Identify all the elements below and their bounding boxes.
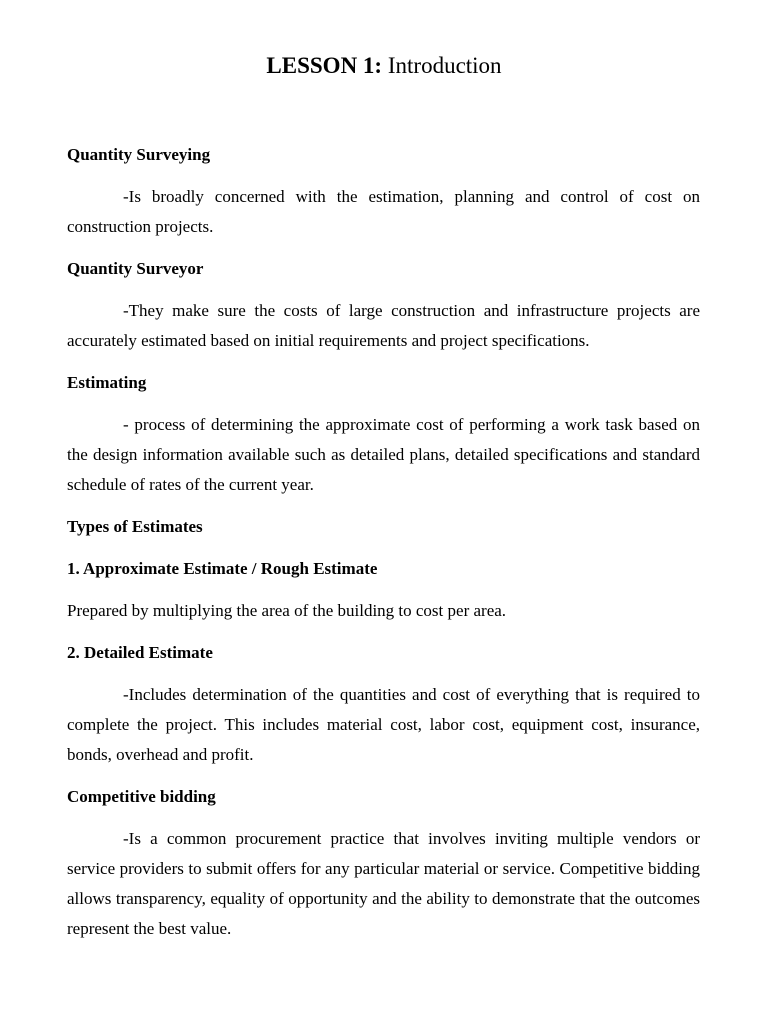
paragraph-detailed-estimate: -Includes determination of the quantities and cost of everything that is required to complete the project. This includes material cost, labor cost, equipment cost, insurance, bonds, overhead and profit. (67, 685, 700, 764)
heading-competitive-bidding: Competitive bidding (67, 787, 216, 806)
paragraph-competitive-bidding: -Is a common procurement practice that involves inviting multiple vendors or service providers to submit offers for any particular material or service. Competitive bidding allows transparency, equality of opportunity and the ability to demonstrate that the outcomes represent the best value. (67, 829, 700, 938)
heading-quantity-surveying: Quantity Surveying (67, 145, 211, 164)
heading-types-of-estimates: Types of Estimates (67, 517, 203, 536)
paragraph-quantity-surveyor: -They make sure the costs of large construction and infrastructure projects are accurately estimated based on initial requirements and project specifications. (67, 301, 700, 350)
heading-quantity-surveyor: Quantity Surveyor (67, 259, 204, 278)
paragraph-estimating: - process of determining the approximate cost of performing a work task based on the design information available such as detailed plans, detailed specifications and standard schedule of rates of the current year. (67, 415, 700, 494)
paragraph-quantity-surveying: -Is broadly concerned with the estimation, planning and control of cost on construction projects. (67, 187, 700, 236)
heading-detailed-estimate: 2. Detailed Estimate (67, 643, 213, 662)
document-body (67, 140, 700, 956)
lesson-number: LESSON 1: (266, 53, 383, 78)
lesson-title: Introduction (387, 53, 502, 78)
page-title (0, 50, 768, 82)
heading-estimating: Estimating (67, 373, 147, 392)
paragraph-approximate-estimate: Prepared by multiplying the area of the building to cost per area. (67, 601, 507, 620)
heading-approximate-estimate: 1. Approximate Estimate / Rough Estimate (67, 559, 378, 578)
